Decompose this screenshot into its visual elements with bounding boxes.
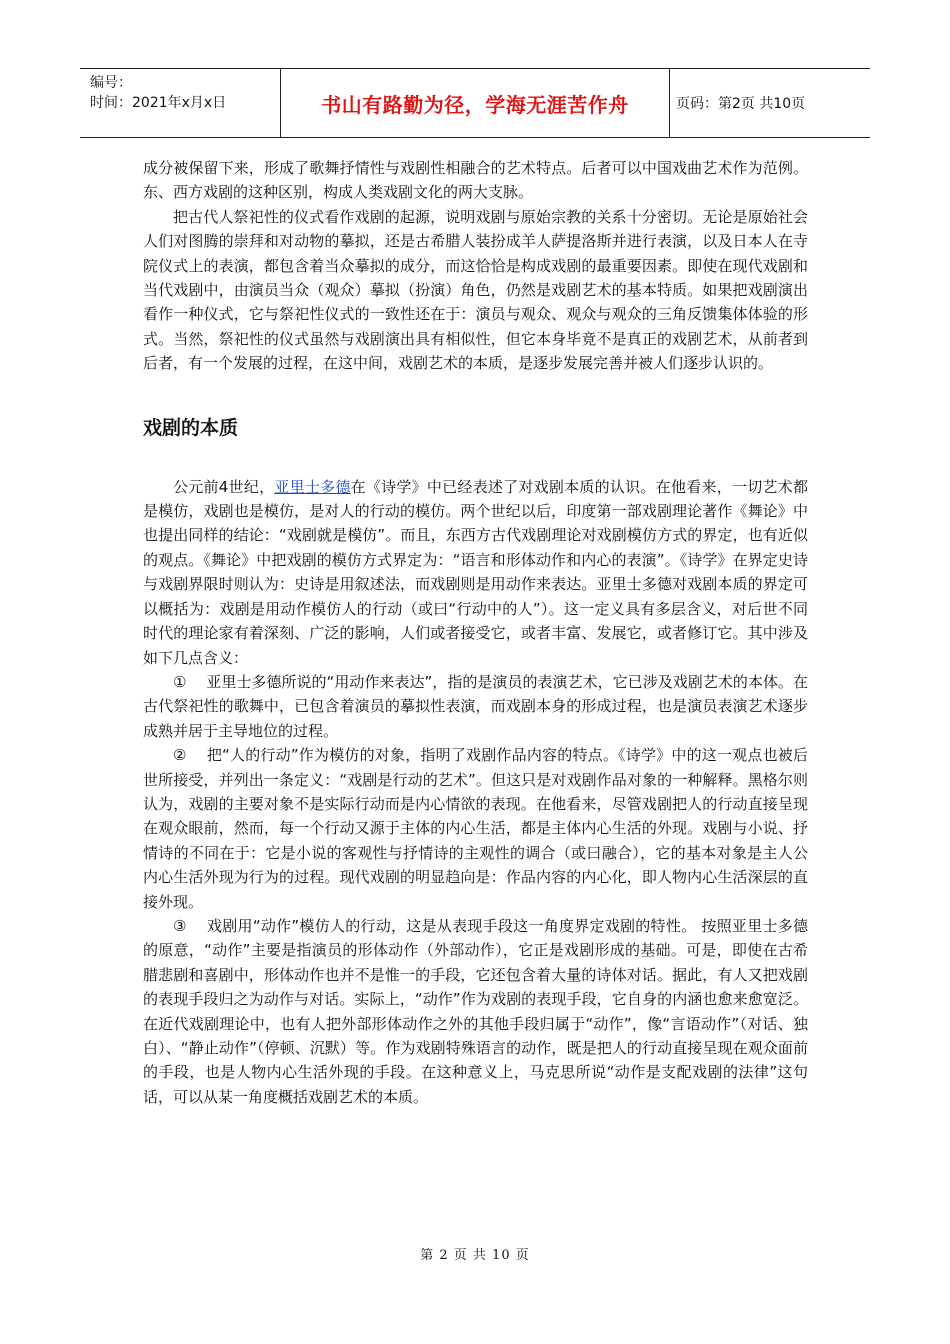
paragraph-1: 成分被保留下来，形成了歌舞抒情性与戏剧性相融合的艺术特点。后者可以中国戏曲艺术作为范例。东、西方戏剧的这种区别，构成人类戏剧文化的两大支脉。 <box>143 159 808 202</box>
list-item-3: ③ 戏剧用“动作”模仿人的行动，这是从表现手段这一角度界定戏剧的特性。 按照亚里士多德的原意，“动作”主要是指演员的形体动作（外部动作），它正是戏剧形成的基础。可是，即使在古希腊悲剧和喜剧中，形体动作也并不是惟一的手段，它还包含着大量的诗体对话。据此，有人又把戏剧的表现手段归之为动作与对话。实际上，“动作”作为戏剧的表现手段，它自身的内涵也愈来愈宽泛。在近代戏剧理论中，也有人把外部形体动作之外的其他手段归属于“动作”，像“言语动作”（对话、独白）、“静止动作”（停顿、沉默）等。作为戏剧特殊语言的动作，既是把人的行动直接呈现在观众面前的手段，也是人物内心生活外现的手段。在这种意义上，马克思所说“动作是支配戏剧的法律”这句话，可以从某一角度概括戏剧艺术的本质。 <box>143 916 808 1106</box>
header-motto: 书山有路勤为径，学海无涯苦作舟 <box>321 92 629 117</box>
header-motto-cell <box>281 69 670 137</box>
header-meta <box>80 69 281 137</box>
paragraph-3 <box>143 475 808 670</box>
number-label: 编号： <box>90 75 132 91</box>
list-item-1: ① 亚里士多德所说的“用动作来表达”，指的是演员的表演艺术，它已涉及戏剧艺术的本体。在古代祭祀性的歌舞中，已包含着演员的摹拟性表演，而戏剧本身的形成过程，也是演员表演艺术逐步成熟并居于主导地位的过程。 <box>143 672 808 740</box>
document-body <box>143 156 808 1109</box>
aristotle-link[interactable]: 亚里士多德 <box>274 477 351 496</box>
date-label: 时间：2021年x月x日 <box>90 95 227 111</box>
header-page-info: 页码：第2页 共10页 <box>676 96 806 112</box>
section-heading: 戏剧的本质 <box>143 416 239 439</box>
paragraph-2: 把古代人祭祀性的仪式看作戏剧的起源，说明戏剧与原始宗教的关系十分密切。无论是原始社会人们对图腾的崇拜和对动物的摹拟，还是古希腊人装扮成羊人萨提洛斯并进行表演，以及日本人在寺院仪式上的表演，都包含着当众摹拟的成分，而这恰恰是构成戏剧的最重要因素。即使在现代戏剧和当代戏剧中，由演员当众（观众）摹拟（扮演）角色，仍然是戏剧艺术的基本特质。如果把戏剧演出看作一种仪式，它与祭祀性仪式的一致性还在于：演员与观众、观众与观众的三角反馈集体体验的形式。当然，祭祀性的仪式虽然与戏剧演出具有相似性，但它本身毕竟不是真正的戏剧艺术，从前者到后者，有一个发展的过程，在这中间，戏剧艺术的本质，是逐步发展完善并被人们逐步认识的。 <box>143 207 808 373</box>
paragraph-3-body: 在《诗学》中已经表述了对戏剧本质的认识。在他看来，一切艺术都是模仿，戏剧也是模仿，是对人的行动的模仿。两个世纪以后，印度第一部戏剧理论著作《舞论》中也提出同样的结论：“戏剧就是模仿”。而且，东西方古代戏剧理论对戏剧模仿方式的界定，也有近似的观点。《舞论》中把戏剧的模仿方式界定为：“语言和形体动作和内心的表演”。《诗学》在界定史诗与戏剧界限时则认为：史诗是用叙述法，而戏剧则是用动作来表达。亚里士多德对戏剧本质的界定可以概括为：戏剧是用动作模仿人的行动（或曰“行动中的人”）。这一定义具有多层含义，对后世不同时代的理论家有着深刻、广泛的影响，人们或者接受它，或者丰富、发展它，或者修订它。其中涉及如下几点含义： <box>143 477 808 667</box>
page-footer: 第 2 页 共 10 页 <box>420 1248 530 1263</box>
page-header <box>80 68 870 138</box>
paragraph-3-lead: 公元前4世纪， <box>173 477 275 496</box>
list-item-2: ② 把“人的行动”作为模仿的对象，指明了戏剧作品内容的特点。《诗学》中的这一观点也被后世所接受，并列出一条定义：“戏剧是行动的艺术”。但这只是对戏剧作品对象的一种解释。黑格尔则认为，戏剧的主要对象不是实际行动而是内心情欲的表现。在他看来，尽管戏剧把人的行动直接呈现在观众眼前，然而，每一个行动又源于主体的内心生活，都是主体内心生活的外现。戏剧与小说、抒情诗的不同在于：它是小说的客观性与抒情诗的主观性的调合（或曰融合），它的基本对象是主人公内心生活外现为行为的过程。现代戏剧的明显趋向是：作品内容的内心化，即人物内心生活深层的直接外现。 <box>143 746 808 911</box>
section-heading-wrap <box>143 413 808 440</box>
